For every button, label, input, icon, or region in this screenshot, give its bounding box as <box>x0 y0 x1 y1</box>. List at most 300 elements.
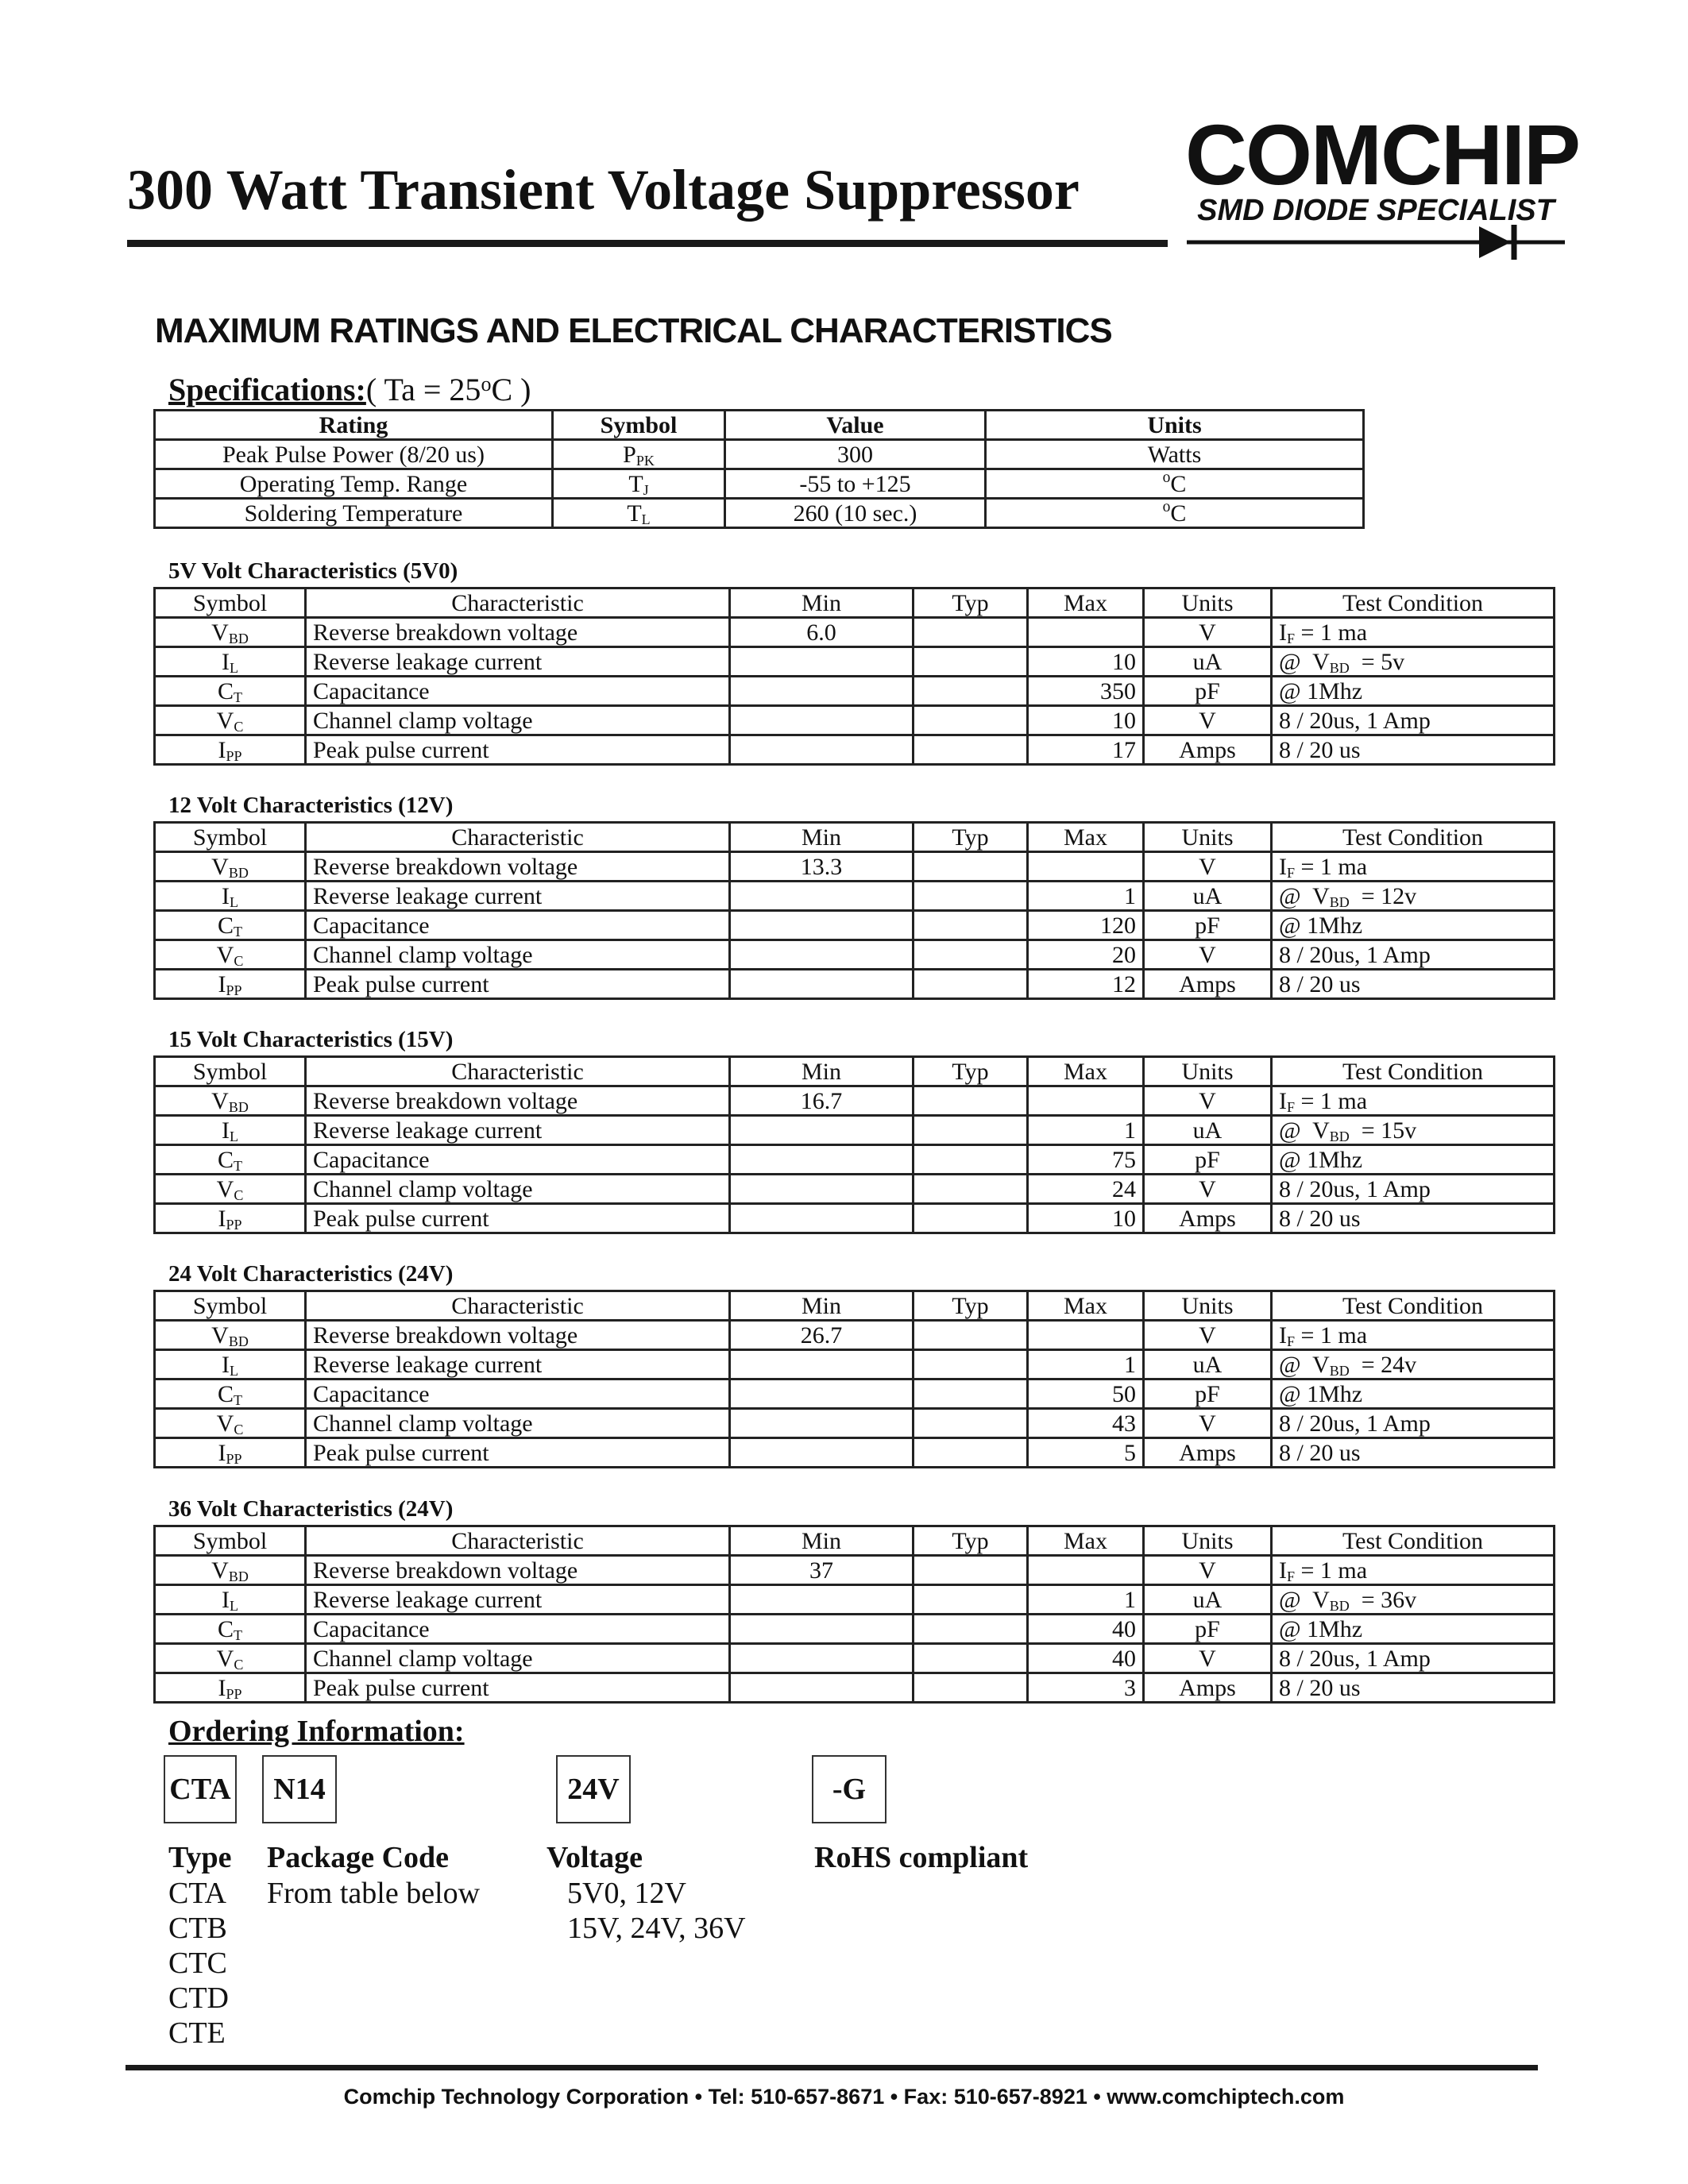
spec-rating: Peak Pulse Power (8/20 us) <box>155 440 553 469</box>
cell-max: 350 <box>1028 677 1144 706</box>
symbol-letter: V <box>211 1087 229 1114</box>
symbol-letter: C <box>217 1146 234 1173</box>
cell-characteristic: Peak pulse current <box>306 1204 730 1233</box>
symbol-letter: I <box>218 1205 226 1232</box>
table-row <box>155 1350 1555 1379</box>
table-row <box>155 970 1555 999</box>
test-condition-text: @ 1Mhz <box>1279 1380 1363 1407</box>
table-row <box>155 1409 1555 1438</box>
spec-units <box>986 440 1364 469</box>
test-condition-suffix: = 1 ma <box>1295 1087 1368 1114</box>
cell-min <box>730 1615 914 1644</box>
symbol-subscript: C <box>234 1187 244 1203</box>
spec-symbol <box>553 440 725 469</box>
cell-units: uA <box>1144 1350 1272 1379</box>
test-condition-text: @ 1Mhz <box>1279 677 1363 704</box>
test-condition-text: 8 / 20 us <box>1279 970 1361 997</box>
cell-max: 75 <box>1028 1145 1144 1175</box>
test-condition-suffix: = 15v <box>1349 1117 1417 1144</box>
symbol-letter: V <box>216 1410 234 1437</box>
cell-characteristic: Peak pulse current <box>306 970 730 999</box>
symbol-subscript: C <box>234 1421 244 1437</box>
test-condition-subscript: BD <box>1329 1597 1350 1614</box>
logo-tagline: SMD DIODE SPECIALIST <box>1197 194 1555 227</box>
title-underline <box>127 240 1168 247</box>
cell-typ <box>914 1204 1028 1233</box>
unit-degree: o <box>1162 498 1171 515</box>
type-item: CTD <box>168 1981 229 2015</box>
cell-symbol <box>155 735 306 765</box>
header-value: Value <box>725 411 986 440</box>
test-condition-text: I <box>1279 619 1287 646</box>
header-max: Max <box>1028 1526 1144 1556</box>
unit-degree: o <box>1162 469 1171 486</box>
cell-min: 26.7 <box>730 1321 914 1350</box>
header-units: Units <box>1144 1526 1272 1556</box>
cell-symbol <box>155 1175 306 1204</box>
table-row <box>155 882 1555 911</box>
header-max: Max <box>1028 588 1144 618</box>
symbol-letter: V <box>216 1645 234 1672</box>
cell-characteristic: Reverse breakdown voltage <box>306 1556 730 1585</box>
cell-typ <box>914 1644 1028 1673</box>
symbol-subscript: PP <box>226 747 242 764</box>
symbol-subscript: BD <box>228 1098 249 1115</box>
header-test-condition: Test Condition <box>1272 588 1555 618</box>
cell-units: V <box>1144 1086 1272 1116</box>
header-min: Min <box>730 1057 914 1086</box>
spec-value: 260 (10 sec.) <box>725 499 986 528</box>
char-table-title: 12 Volt Characteristics (12V) <box>168 793 454 818</box>
cell-test-condition <box>1272 911 1555 940</box>
cell-max <box>1028 618 1144 647</box>
spec-row <box>155 499 1364 528</box>
test-condition-subscript: BD <box>1329 1362 1350 1379</box>
characteristics-table <box>153 1290 1555 1468</box>
cell-min: 6.0 <box>730 618 914 647</box>
table-header-row <box>155 588 1555 618</box>
cell-typ <box>914 852 1028 882</box>
cell-units: V <box>1144 1644 1272 1673</box>
header-max: Max <box>1028 1291 1144 1321</box>
symbol-subscript: L <box>230 1362 238 1379</box>
order-voltage-heading: Voltage <box>547 1841 643 1874</box>
cell-min <box>730 970 914 999</box>
cell-max <box>1028 1086 1144 1116</box>
cell-max: 5 <box>1028 1438 1144 1468</box>
cell-symbol <box>155 647 306 677</box>
type-item: CTA <box>168 1877 226 1910</box>
cell-max: 50 <box>1028 1379 1144 1409</box>
symbol-letter: C <box>217 912 234 939</box>
cell-symbol <box>155 618 306 647</box>
symbol-subscript: T <box>234 1626 242 1643</box>
cell-test-condition <box>1272 647 1555 677</box>
cell-characteristic: Reverse leakage current <box>306 1585 730 1615</box>
cell-characteristic: Channel clamp voltage <box>306 1409 730 1438</box>
cell-symbol <box>155 1585 306 1615</box>
symbol-letter: V <box>216 941 234 968</box>
cell-characteristic: Channel clamp voltage <box>306 1644 730 1673</box>
symbol-subscript: T <box>234 1391 242 1408</box>
type-item: CTE <box>168 2016 226 2050</box>
symbol-letter: C <box>217 677 234 704</box>
header-min: Min <box>730 823 914 852</box>
test-condition-suffix: = 1 ma <box>1295 853 1368 880</box>
cell-units: uA <box>1144 1116 1272 1145</box>
cell-typ <box>914 1585 1028 1615</box>
cell-test-condition <box>1272 1116 1555 1145</box>
order-box-type: CTA <box>164 1755 237 1823</box>
cell-units: Amps <box>1144 735 1272 765</box>
table-row <box>155 1556 1555 1585</box>
cell-typ <box>914 1615 1028 1644</box>
test-condition-text: @ V <box>1279 1117 1330 1144</box>
cell-typ <box>914 1145 1028 1175</box>
type-item: CTC <box>168 1947 227 1980</box>
cell-max: 10 <box>1028 647 1144 677</box>
cell-typ <box>914 1086 1028 1116</box>
test-condition-suffix: = 1 ma <box>1295 1557 1368 1584</box>
test-condition-text: @ 1Mhz <box>1279 1615 1363 1642</box>
cell-characteristic: Peak pulse current <box>306 1673 730 1703</box>
cell-units: pF <box>1144 1379 1272 1409</box>
header-units: Units <box>1144 823 1272 852</box>
symbol-letter: V <box>211 1557 229 1584</box>
cell-test-condition <box>1272 1673 1555 1703</box>
char-table-title: 24 Volt Characteristics (24V) <box>168 1261 454 1287</box>
cell-min <box>730 1204 914 1233</box>
symbol-letter: I <box>222 882 230 909</box>
order-package-item: From table below <box>267 1877 481 1910</box>
table-header-row <box>155 1526 1555 1556</box>
cell-test-condition <box>1272 1321 1555 1350</box>
table-row <box>155 940 1555 970</box>
header-units: Units <box>1144 1057 1272 1086</box>
cell-units: Amps <box>1144 1438 1272 1468</box>
cell-symbol <box>155 706 306 735</box>
cell-test-condition <box>1272 735 1555 765</box>
logo-name: COMCHIP <box>1185 106 1579 203</box>
header-symbol: Symbol <box>553 411 725 440</box>
symbol-letter: I <box>222 648 230 675</box>
cell-characteristic: Reverse breakdown voltage <box>306 852 730 882</box>
cell-max <box>1028 1556 1144 1585</box>
test-condition-text: 8 / 20 us <box>1279 736 1361 763</box>
header-characteristic: Characteristic <box>306 588 730 618</box>
test-condition-text: 8 / 20us, 1 Amp <box>1279 1645 1431 1672</box>
symbol-subscript: BD <box>228 864 249 881</box>
symbol-subscript: C <box>234 718 244 735</box>
symbol-subscript: L <box>230 1597 238 1614</box>
symbol-subscript: PP <box>226 1216 242 1233</box>
symbol-letter: C <box>217 1380 234 1407</box>
cell-characteristic: Capacitance <box>306 1145 730 1175</box>
test-condition-text: I <box>1279 853 1287 880</box>
footer-contact: Comchip Technology Corporation • Tel: 510-657-8671 • Fax: 510-657-8921 • www.comchiptech.com <box>343 2085 1345 2109</box>
table-row <box>155 1204 1555 1233</box>
test-condition-text: 8 / 20 us <box>1279 1205 1361 1232</box>
test-condition-suffix: = 1 ma <box>1295 1322 1368 1349</box>
condition-suffix: C ) <box>491 372 531 407</box>
cell-typ <box>914 677 1028 706</box>
char-table-title: 36 Volt Characteristics (24V) <box>168 1496 454 1522</box>
header-characteristic: Characteristic <box>306 1291 730 1321</box>
test-condition-text: 8 / 20us, 1 Amp <box>1279 707 1431 734</box>
cell-symbol <box>155 1116 306 1145</box>
header-symbol: Symbol <box>155 823 306 852</box>
cell-test-condition <box>1272 1204 1555 1233</box>
cell-symbol <box>155 1379 306 1409</box>
table-row <box>155 852 1555 882</box>
cell-test-condition <box>1272 940 1555 970</box>
symbol-subscript: L <box>230 893 238 910</box>
header-typ: Typ <box>914 1057 1028 1086</box>
spec-rows <box>155 440 1364 528</box>
cell-units: V <box>1144 706 1272 735</box>
cell-test-condition <box>1272 970 1555 999</box>
table-row <box>155 911 1555 940</box>
test-condition-text: I <box>1279 1322 1287 1349</box>
test-condition-text: @ 1Mhz <box>1279 912 1363 939</box>
symbol-letter: V <box>216 1175 234 1202</box>
cell-max: 10 <box>1028 1204 1144 1233</box>
test-condition-text: 8 / 20 us <box>1279 1674 1361 1701</box>
table-row <box>155 1379 1555 1409</box>
symbol-letter: V <box>211 1322 229 1349</box>
symbol-subscript: L <box>230 1128 238 1144</box>
cell-characteristic: Channel clamp voltage <box>306 706 730 735</box>
symbol-letter: V <box>211 853 229 880</box>
cell-min <box>730 882 914 911</box>
cell-units: Amps <box>1144 1204 1272 1233</box>
cell-symbol <box>155 882 306 911</box>
table-row <box>155 1644 1555 1673</box>
table-row <box>155 1145 1555 1175</box>
cell-max: 40 <box>1028 1615 1144 1644</box>
symbol-letter: I <box>218 970 226 997</box>
symbol-subscript: PK <box>635 452 655 469</box>
cell-characteristic: Capacitance <box>306 1379 730 1409</box>
symbol-subscript: L <box>230 659 238 676</box>
ordering-heading: Ordering Information: <box>168 1715 465 1748</box>
symbol-letter: P <box>623 441 636 468</box>
cell-characteristic: Reverse leakage current <box>306 647 730 677</box>
cell-test-condition <box>1272 1175 1555 1204</box>
test-condition-text: @ V <box>1279 1351 1330 1378</box>
cell-test-condition <box>1272 1379 1555 1409</box>
symbol-subscript: C <box>234 952 244 969</box>
cell-symbol <box>155 1556 306 1585</box>
test-condition-text: I <box>1279 1087 1287 1114</box>
cell-units: V <box>1144 940 1272 970</box>
test-condition-text: @ 1Mhz <box>1279 1146 1363 1173</box>
table-row <box>155 1585 1555 1615</box>
cell-max: 120 <box>1028 911 1144 940</box>
cell-max: 1 <box>1028 882 1144 911</box>
cell-min <box>730 940 914 970</box>
cell-min <box>730 647 914 677</box>
header-rating: Rating <box>155 411 553 440</box>
cell-units: pF <box>1144 1615 1272 1644</box>
symbol-subscript: PP <box>226 1450 242 1467</box>
header-typ: Typ <box>914 588 1028 618</box>
symbol-letter: I <box>222 1586 230 1613</box>
cell-min <box>730 1116 914 1145</box>
cell-typ <box>914 911 1028 940</box>
cell-units: uA <box>1144 1585 1272 1615</box>
test-condition-subscript: BD <box>1329 659 1350 676</box>
cell-symbol <box>155 1204 306 1233</box>
cell-max <box>1028 1321 1144 1350</box>
cell-typ <box>914 1116 1028 1145</box>
cell-symbol <box>155 1409 306 1438</box>
cell-typ <box>914 1673 1028 1703</box>
characteristics-table <box>153 821 1555 1000</box>
cell-max: 17 <box>1028 735 1144 765</box>
cell-units: V <box>1144 618 1272 647</box>
spec-symbol <box>553 499 725 528</box>
symbol-letter: V <box>211 619 229 646</box>
header-test-condition: Test Condition <box>1272 823 1555 852</box>
cell-min <box>730 1585 914 1615</box>
header-test-condition: Test Condition <box>1272 1526 1555 1556</box>
cell-typ <box>914 1438 1028 1468</box>
cell-test-condition <box>1272 852 1555 882</box>
symbol-letter: T <box>627 500 642 527</box>
cell-symbol <box>155 911 306 940</box>
cell-symbol <box>155 1350 306 1379</box>
cell-test-condition <box>1272 1086 1555 1116</box>
symbol-subscript: PP <box>226 982 242 998</box>
table-row <box>155 735 1555 765</box>
comchip-logo <box>1185 106 1579 266</box>
cell-characteristic: Capacitance <box>306 677 730 706</box>
cell-symbol <box>155 1644 306 1673</box>
header-characteristic: Characteristic <box>306 1526 730 1556</box>
test-condition-subscript: BD <box>1329 1128 1350 1144</box>
cell-min <box>730 677 914 706</box>
characteristics-table <box>153 1055 1555 1234</box>
cell-max: 12 <box>1028 970 1144 999</box>
cell-test-condition <box>1272 1585 1555 1615</box>
test-condition-text: 8 / 20 us <box>1279 1439 1361 1466</box>
cell-units: V <box>1144 1321 1272 1350</box>
symbol-subscript: T <box>234 689 242 705</box>
table-row <box>155 1116 1555 1145</box>
test-condition-subscript: F <box>1287 1568 1296 1584</box>
cell-characteristic: Reverse breakdown voltage <box>306 1086 730 1116</box>
cell-units: pF <box>1144 911 1272 940</box>
header-test-condition: Test Condition <box>1272 1291 1555 1321</box>
cell-characteristic: Peak pulse current <box>306 1438 730 1468</box>
header-max: Max <box>1028 823 1144 852</box>
cell-test-condition <box>1272 882 1555 911</box>
table-row <box>155 706 1555 735</box>
table-row <box>155 677 1555 706</box>
test-condition-text: @ V <box>1279 648 1330 675</box>
symbol-letter: I <box>218 1674 226 1701</box>
spec-symbol <box>553 469 725 499</box>
header-typ: Typ <box>914 1291 1028 1321</box>
table-row <box>155 1615 1555 1644</box>
table-row <box>155 1438 1555 1468</box>
header-symbol: Symbol <box>155 1057 306 1086</box>
voltage-item: 5V0, 12V <box>567 1877 686 1910</box>
test-condition-subscript: BD <box>1329 893 1350 910</box>
char-table-title: 5V Volt Characteristics (5V0) <box>168 558 458 584</box>
cell-typ <box>914 1556 1028 1585</box>
test-condition-suffix: = 12v <box>1349 882 1417 909</box>
header-characteristic: Characteristic <box>306 1057 730 1086</box>
cell-characteristic: Peak pulse current <box>306 735 730 765</box>
characteristics-table <box>153 1525 1555 1704</box>
cell-max: 10 <box>1028 706 1144 735</box>
cell-symbol <box>155 970 306 999</box>
header-max: Max <box>1028 1057 1144 1086</box>
cell-characteristic: Reverse breakdown voltage <box>306 1321 730 1350</box>
cell-units: uA <box>1144 882 1272 911</box>
header-symbol: Symbol <box>155 1291 306 1321</box>
cell-characteristic: Reverse leakage current <box>306 882 730 911</box>
voltage-item: 15V, 24V, 36V <box>567 1912 746 1945</box>
cell-test-condition <box>1272 1615 1555 1644</box>
header-units: Units <box>1144 1291 1272 1321</box>
test-condition-subscript: F <box>1287 864 1296 881</box>
cell-max: 40 <box>1028 1644 1144 1673</box>
cell-test-condition <box>1272 1145 1555 1175</box>
symbol-letter: T <box>628 470 643 497</box>
order-package-heading: Package Code <box>267 1841 450 1874</box>
footer-rule <box>126 2065 1538 2070</box>
cell-typ <box>914 647 1028 677</box>
cell-typ <box>914 735 1028 765</box>
cell-typ <box>914 1350 1028 1379</box>
cell-characteristic: Capacitance <box>306 911 730 940</box>
cell-min <box>730 1350 914 1379</box>
cell-typ <box>914 1409 1028 1438</box>
specifications-table <box>153 409 1365 529</box>
cell-min <box>730 1673 914 1703</box>
cell-test-condition <box>1272 706 1555 735</box>
table-row <box>155 1321 1555 1350</box>
cell-units: Amps <box>1144 970 1272 999</box>
test-condition-subscript: F <box>1287 1333 1296 1349</box>
cell-min <box>730 735 914 765</box>
header-typ: Typ <box>914 1526 1028 1556</box>
table-header-row <box>155 411 1364 440</box>
cell-max: 43 <box>1028 1409 1144 1438</box>
header-typ: Typ <box>914 823 1028 852</box>
char-table-title: 15 Volt Characteristics (15V) <box>168 1027 454 1052</box>
symbol-subscript: PP <box>226 1685 242 1702</box>
cell-units: V <box>1144 1175 1272 1204</box>
table-header-row <box>155 823 1555 852</box>
test-condition-subscript: F <box>1287 630 1296 646</box>
unit-text: Watts <box>1147 441 1202 468</box>
header-units: Units <box>1144 588 1272 618</box>
cell-typ <box>914 706 1028 735</box>
type-item: CTB <box>168 1912 227 1945</box>
cell-units: pF <box>1144 1145 1272 1175</box>
header-min: Min <box>730 1526 914 1556</box>
cell-symbol <box>155 852 306 882</box>
cell-typ <box>914 1379 1028 1409</box>
section-heading: MAXIMUM RATINGS AND ELECTRICAL CHARACTERISTICS <box>155 311 1112 350</box>
order-type-heading: Type <box>168 1841 232 1874</box>
table-header-row <box>155 1057 1555 1086</box>
specifications-heading <box>168 371 531 408</box>
